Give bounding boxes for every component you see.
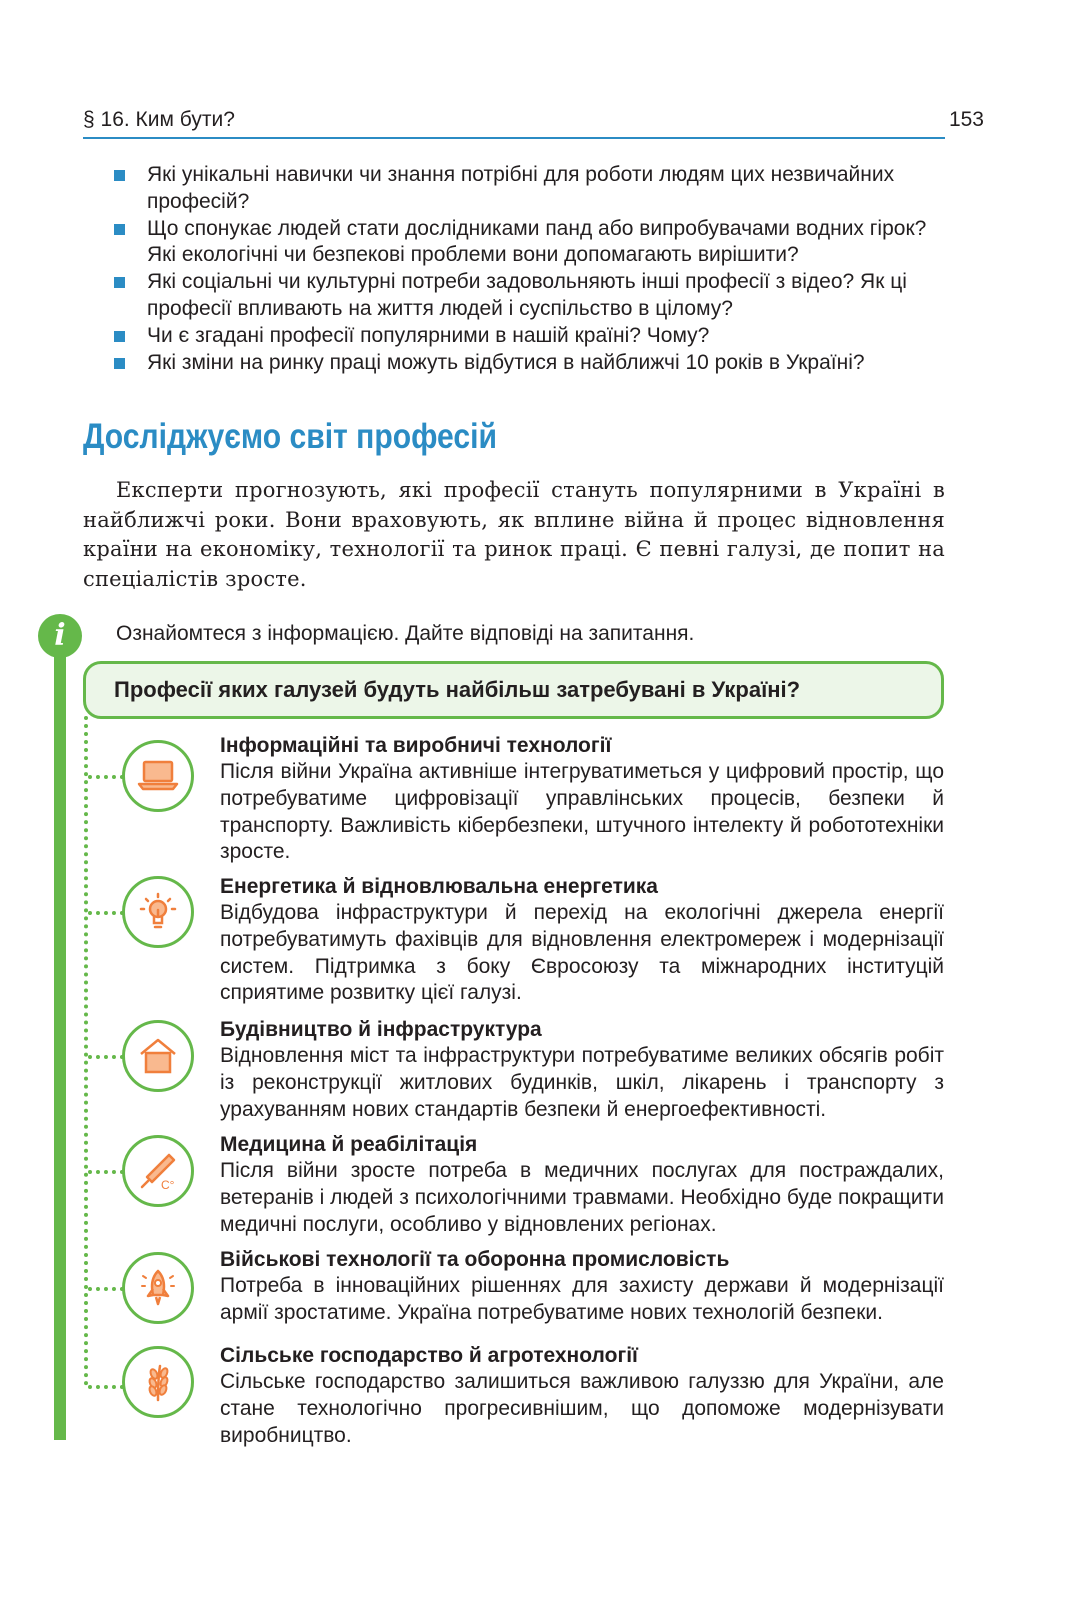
industry-text: Потреба в інноваційних рішеннях для захисту держави й модернізації армії зростатиме. Україна потребуватиме нових технологій безпеки. (220, 1274, 944, 1324)
question-item: Що спонукає людей стати дослідниками панд або випробувачами водних гірок? Які екологічні чи безпекові проблеми вони допомагають вирішити? (114, 216, 954, 270)
square-bullet-icon (114, 277, 125, 288)
question-banner (83, 661, 944, 719)
page-header (83, 106, 984, 138)
question-item: Які унікальні навички чи знання потрібні для роботи людям цих незвичайних професій? (114, 162, 954, 216)
question-item: Які соціальні чи культурні потреби задовольняють інші професії з відео? Як ці професії впливають на життя людей і суспільство в цілому? (114, 269, 954, 323)
intro-paragraph: Експерти прогнозують, які професії стануть популярними в Україні в найближчі роки. Вони враховують, як вплине війна й процес відновлення країни на економіку, технології та ринок праці. Є певні галузі, де попит на спеціалістів зросте. (83, 478, 945, 591)
square-bullet-icon (114, 170, 125, 181)
industry-title: Військові технології та оборонна промисловість (220, 1248, 730, 1271)
industry-title: Медицина й реабілітація (220, 1133, 478, 1156)
industry-text: Сільське господарство залишиться важливою галуззю для України, але стане технологічно прогресивнішим, що допоможе модернізувати виробництво. (220, 1370, 944, 1447)
industry-text: Після війни зросте потреба в медичних послугах для постраждалих, ветеранів і людей з психологічними травмами. Необхідно буде покращити медичні послуги, особливо у відновлених регіонах. (220, 1159, 944, 1236)
rocket-icon (122, 1252, 194, 1324)
thermometer-icon (122, 1135, 194, 1207)
icon-label: C° (161, 1178, 175, 1192)
task-text: Ознайомтеся з інформацією. Дайте відповіді на запитання. (116, 622, 695, 645)
dotted-connector (84, 716, 88, 1386)
section-title: Досліджуємо світ професій (83, 417, 498, 456)
info-side-bar (54, 640, 66, 1440)
question-item: Чи є згадані професії популярними в нашій країні? Чому? (114, 323, 954, 350)
industry-item (220, 874, 944, 1007)
header-rule (83, 137, 945, 139)
industry-item (220, 733, 944, 866)
square-bullet-icon (114, 224, 125, 235)
industry-item (220, 1132, 944, 1238)
question-list (114, 162, 954, 376)
page-number: 153 (948, 108, 984, 131)
dotted-branch (88, 1287, 124, 1291)
wheat-icon (122, 1346, 194, 1418)
house-icon (122, 1020, 194, 1092)
industry-text: Після війни Україна активніше інтегруватиметься у цифровий простір, що потребуватиме цифровізації управлінських процесів, безпеки й транспорту. Важливість кібербезпеки, штучного інтелекту й робототехніки зросте. (220, 760, 944, 864)
industry-item (220, 1247, 944, 1327)
industry-item (220, 1017, 944, 1123)
dotted-branch (88, 911, 124, 915)
dotted-branch (88, 1385, 124, 1389)
laptop-icon (122, 740, 194, 812)
dotted-branch (88, 775, 124, 779)
dotted-branch (88, 1170, 124, 1174)
lightbulb-icon (122, 876, 194, 948)
dotted-branch (88, 1055, 124, 1059)
square-bullet-icon (114, 331, 125, 342)
industry-title: Будівництво й інфраструктура (220, 1018, 542, 1041)
industry-title: Сільське господарство й агротехнології (220, 1344, 638, 1367)
square-bullet-icon (114, 358, 125, 369)
industry-title: Інформаційні та виробничі технології (220, 734, 612, 757)
question-item: Які зміни на ринку праці можуть відбутися в найближчі 10 років в Україні? (114, 350, 954, 377)
info-icon: i (38, 614, 82, 658)
section-label: § 16. Ким бути? (83, 108, 235, 131)
banner-text: Професії яких галузей будуть найбільш затребувані в Україні? (114, 677, 801, 702)
industry-item (220, 1343, 944, 1449)
industry-text: Відбудова інфраструктури й перехід на екологічні джерела енергії потребуватимуть фахівців для відновлення електромереж і модернізації систем. Підтримка з боку Євросоюзу та міжнародних інституцій сприятиме розвитку цієї галузі. (220, 901, 944, 1005)
industry-text: Відновлення міст та інфраструктури потребуватиме великих обсягів робіт із реконструкції житлових будинків, шкіл, лікарень і транспорту з урахуванням нових стандартів безпеки й енергоефективності. (220, 1044, 944, 1121)
industry-title: Енергетика й відновлювальна енергетика (220, 875, 658, 898)
